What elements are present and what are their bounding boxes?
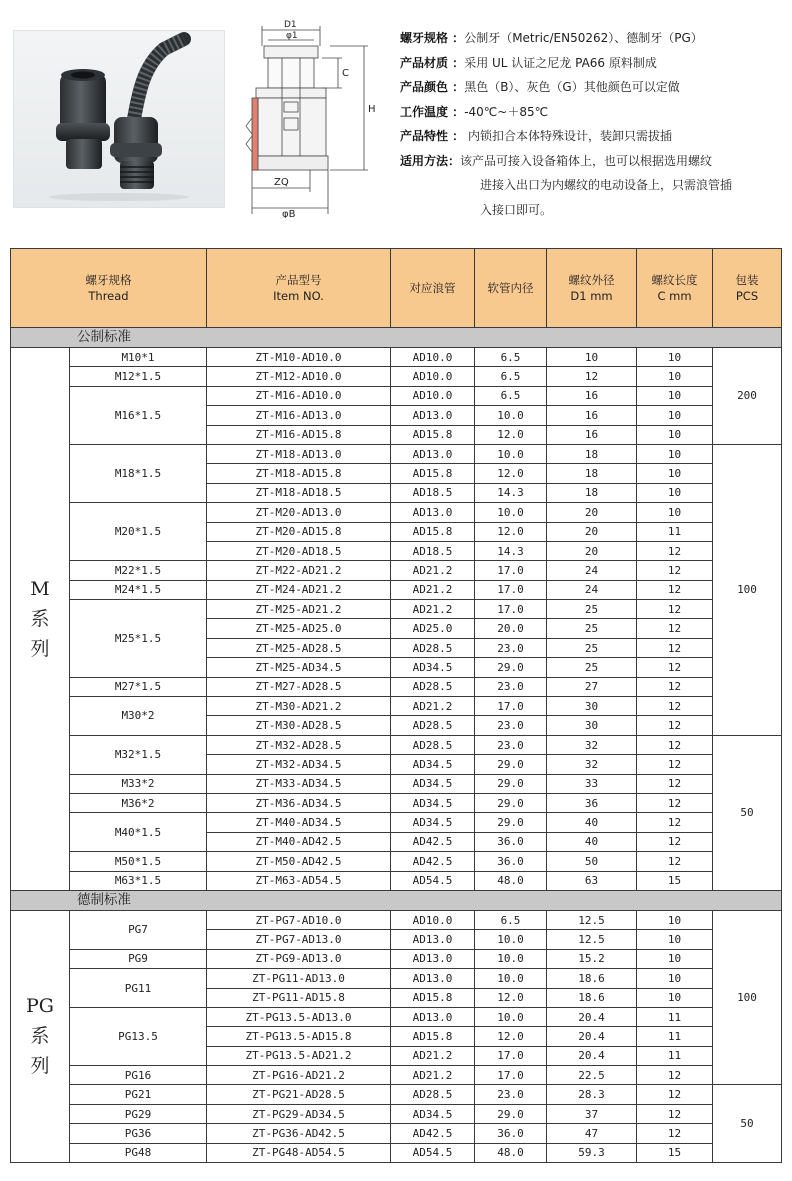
section-title-text: 公制标准 (77, 329, 131, 345)
series-label: M 系 列 (11, 348, 70, 891)
header-thread: 螺牙规格 Thread (11, 249, 207, 328)
conduit-cell: AD42.5 (391, 832, 475, 851)
thread-length-cell: 12 (637, 1104, 713, 1123)
spec-row: 螺牙规格 ：公制牙（Metric/EN50262）、德制牙（PG） (400, 31, 703, 45)
thread-length-cell: 15 (637, 871, 713, 890)
item-no-cell: ZT-M27-AD28.5 (207, 677, 391, 696)
thread-od-cell: 25 (547, 638, 637, 657)
thread-cell: M27*1.5 (70, 677, 207, 696)
conduit-cell: AD10.0 (391, 910, 475, 929)
pcs-cell: 50 (713, 1085, 782, 1163)
item-no-cell: ZT-M32-AD34.5 (207, 755, 391, 774)
series-label: PG 系 列 (11, 910, 70, 1162)
thread-length-cell: 12 (637, 1085, 713, 1104)
conduit-cell: AD18.5 (391, 541, 475, 560)
header-conduit: 对应浪管 (391, 249, 475, 328)
inner-diameter-cell: 36.0 (475, 852, 547, 871)
item-no-cell: ZT-M50-AD42.5 (207, 852, 391, 871)
thread-od-cell: 32 (547, 735, 637, 754)
thread-length-cell: 10 (637, 367, 713, 386)
inner-diameter-cell: 17.0 (475, 1066, 547, 1085)
thread-length-cell: 10 (637, 464, 713, 483)
thread-length-cell: 12 (637, 716, 713, 735)
inner-diameter-cell: 48.0 (475, 1143, 547, 1162)
inner-diameter-cell: 10.0 (475, 503, 547, 522)
thread-cell: PG48 (70, 1143, 207, 1162)
item-no-cell: ZT-M36-AD34.5 (207, 793, 391, 812)
thread-od-cell: 50 (547, 852, 637, 871)
table-row (11, 386, 782, 405)
inner-diameter-cell: 12.0 (475, 988, 547, 1007)
thread-od-cell: 27 (547, 677, 637, 696)
item-no-cell: ZT-M25-AD34.5 (207, 658, 391, 677)
pcs-cell: 100 (713, 444, 782, 735)
thread-cell: PG16 (70, 1066, 207, 1085)
conduit-cell: AD28.5 (391, 677, 475, 696)
thread-length-cell: 10 (637, 425, 713, 444)
table-header-row (11, 249, 782, 328)
dimension-drawing (238, 18, 393, 218)
conduit-cell: AD54.5 (391, 871, 475, 890)
thread-length-cell: 10 (637, 348, 713, 367)
conduit-cell: AD34.5 (391, 658, 475, 677)
section-title (11, 328, 782, 348)
spec-row-continued: 进接入出口为内螺纹的电动设备上，只需浪管插 (480, 178, 733, 192)
thread-length-cell: 10 (637, 969, 713, 988)
item-no-cell: ZT-PG7-AD13.0 (207, 930, 391, 949)
inner-diameter-cell: 12.0 (475, 1027, 547, 1046)
thread-od-cell: 20.4 (547, 1046, 637, 1065)
thread-cell: M25*1.5 (70, 600, 207, 678)
item-no-cell: ZT-PG11-AD13.0 (207, 969, 391, 988)
item-no-cell: ZT-PG16-AD21.2 (207, 1066, 391, 1085)
conduit-cell: AD13.0 (391, 930, 475, 949)
item-no-cell: ZT-PG21-AD28.5 (207, 1085, 391, 1104)
item-no-cell: ZT-M30-AD28.5 (207, 716, 391, 735)
thread-od-cell: 12.5 (547, 930, 637, 949)
conduit-cell: AD28.5 (391, 716, 475, 735)
table-row (11, 969, 782, 988)
item-no-cell: ZT-PG11-AD15.8 (207, 988, 391, 1007)
item-no-cell: ZT-M24-AD21.2 (207, 580, 391, 599)
label-d1: D1 (284, 20, 297, 30)
item-no-cell: ZT-M16-AD13.0 (207, 406, 391, 425)
table-body (11, 328, 782, 1163)
inner-diameter-cell: 29.0 (475, 755, 547, 774)
thread-length-cell: 12 (637, 755, 713, 774)
thread-od-cell: 16 (547, 406, 637, 425)
inner-diameter-cell: 12.0 (475, 464, 547, 483)
pcs-cell: 50 (713, 735, 782, 890)
thread-od-cell: 20.4 (547, 1007, 637, 1026)
thread-length-cell: 10 (637, 406, 713, 425)
inner-diameter-cell: 23.0 (475, 638, 547, 657)
thread-od-cell: 12 (547, 367, 637, 386)
section-title-text: 德制标准 (77, 891, 131, 908)
thread-od-cell: 18 (547, 444, 637, 463)
thread-length-cell: 10 (637, 483, 713, 502)
table-row (11, 949, 782, 968)
header-d1: 螺纹外径 D1 mm (547, 249, 637, 328)
item-no-cell: ZT-PG29-AD34.5 (207, 1104, 391, 1123)
thread-length-cell: 12 (637, 619, 713, 638)
table-row (11, 1143, 782, 1162)
spec-table (10, 248, 782, 1163)
thread-length-cell: 11 (637, 1046, 713, 1065)
item-no-cell: ZT-PG48-AD54.5 (207, 1143, 391, 1162)
item-no-cell: ZT-M18-AD13.0 (207, 444, 391, 463)
conduit-cell: AD54.5 (391, 1143, 475, 1162)
pcs-cell: 200 (713, 348, 782, 445)
thread-od-cell: 24 (547, 580, 637, 599)
thread-od-cell: 30 (547, 697, 637, 716)
conduit-cell: AD18.5 (391, 483, 475, 502)
table-row (11, 774, 782, 793)
thread-length-cell: 10 (637, 988, 713, 1007)
inner-diameter-cell: 29.0 (475, 1104, 547, 1123)
conduit-cell: AD10.0 (391, 367, 475, 386)
conduit-cell: AD28.5 (391, 638, 475, 657)
thread-cell: M20*1.5 (70, 503, 207, 561)
thread-length-cell: 12 (637, 1066, 713, 1085)
connector-left (56, 69, 110, 169)
label-phib: φB (282, 209, 296, 218)
thread-cell: M30*2 (70, 697, 207, 736)
header-item-no: 产品型号 Item NO. (207, 249, 391, 328)
item-no-cell: ZT-M20-AD13.0 (207, 503, 391, 522)
thread-od-cell: 20.4 (547, 1027, 637, 1046)
thread-od-cell: 18 (547, 464, 637, 483)
thread-length-cell: 12 (637, 832, 713, 851)
inner-diameter-cell: 12.0 (475, 425, 547, 444)
thread-length-cell: 11 (637, 1027, 713, 1046)
inner-diameter-cell: 10.0 (475, 1007, 547, 1026)
conduit-cell: AD10.0 (391, 348, 475, 367)
item-no-cell: ZT-M12-AD10.0 (207, 367, 391, 386)
inner-diameter-cell: 14.3 (475, 483, 547, 502)
thread-length-cell: 12 (637, 561, 713, 580)
label-c: C (342, 68, 349, 79)
thread-od-cell: 18 (547, 483, 637, 502)
item-no-cell: ZT-PG7-AD10.0 (207, 910, 391, 929)
thread-od-cell: 36 (547, 793, 637, 812)
inner-diameter-cell: 14.3 (475, 541, 547, 560)
inner-diameter-cell: 10.0 (475, 969, 547, 988)
thread-cell: M63*1.5 (70, 871, 207, 890)
conduit-cell: AD13.0 (391, 949, 475, 968)
spec-row-continued: 入接口即可。 (480, 202, 553, 217)
conduit-cell: AD42.5 (391, 852, 475, 871)
label-phi1: φ1 (286, 31, 298, 41)
thread-od-cell: 22.5 (547, 1066, 637, 1085)
inner-diameter-cell: 48.0 (475, 871, 547, 890)
item-no-cell: ZT-M30-AD21.2 (207, 697, 391, 716)
table-row (11, 793, 782, 812)
table-row (11, 444, 782, 463)
thread-length-cell: 10 (637, 386, 713, 405)
thread-length-cell: 12 (637, 813, 713, 832)
inner-diameter-cell: 6.5 (475, 386, 547, 405)
table-row (11, 348, 782, 367)
thread-cell: PG36 (70, 1124, 207, 1143)
table-row (11, 561, 782, 580)
thread-od-cell: 20 (547, 522, 637, 541)
table-row (11, 1085, 782, 1104)
inner-diameter-cell: 17.0 (475, 580, 547, 599)
spec-list (400, 26, 790, 222)
product-photo (13, 30, 225, 208)
inner-diameter-cell: 20.0 (475, 619, 547, 638)
table-row (11, 367, 782, 386)
conduit-cell: AD34.5 (391, 755, 475, 774)
thread-od-cell: 47 (547, 1124, 637, 1143)
item-no-cell: ZT-M40-AD34.5 (207, 813, 391, 832)
item-no-cell: ZT-M18-AD18.5 (207, 483, 391, 502)
inner-diameter-cell: 29.0 (475, 813, 547, 832)
section-header-row (11, 328, 782, 348)
thread-length-cell: 12 (637, 774, 713, 793)
thread-length-cell: 10 (637, 444, 713, 463)
thread-cell: M22*1.5 (70, 561, 207, 580)
table-row (11, 813, 782, 832)
header-c: 螺纹长度 C mm (637, 249, 713, 328)
label-zq: ZQ (274, 177, 289, 188)
table-row (11, 600, 782, 619)
item-no-cell: ZT-M16-AD10.0 (207, 386, 391, 405)
inner-diameter-cell: 6.5 (475, 367, 547, 386)
table-row (11, 503, 782, 522)
thread-cell: M36*2 (70, 793, 207, 812)
thread-od-cell: 59.3 (547, 1143, 637, 1162)
thread-length-cell: 12 (637, 735, 713, 754)
inner-diameter-cell: 17.0 (475, 600, 547, 619)
item-no-cell: ZT-M20-AD18.5 (207, 541, 391, 560)
conduit-cell: AD34.5 (391, 813, 475, 832)
inner-diameter-cell: 23.0 (475, 735, 547, 754)
inner-diameter-cell: 10.0 (475, 949, 547, 968)
inner-diameter-cell: 23.0 (475, 1085, 547, 1104)
conduit-cell: AD10.0 (391, 386, 475, 405)
header-inner-diameter: 软管内径 (475, 249, 547, 328)
thread-cell: M40*1.5 (70, 813, 207, 852)
spec-row: 产品颜色 ：黑色（B）、灰色（G）其他颜色可以定做 (400, 80, 680, 94)
table-row (11, 852, 782, 871)
inner-diameter-cell: 23.0 (475, 716, 547, 735)
thread-length-cell: 12 (637, 658, 713, 677)
thread-od-cell: 25 (547, 600, 637, 619)
item-no-cell: ZT-M10-AD10.0 (207, 348, 391, 367)
thread-length-cell: 12 (637, 541, 713, 560)
pcs-cell: 100 (713, 910, 782, 1085)
conduit-cell: AD34.5 (391, 793, 475, 812)
item-no-cell: ZT-M63-AD54.5 (207, 871, 391, 890)
table-row (11, 910, 782, 929)
inner-diameter-cell: 17.0 (475, 697, 547, 716)
inner-diameter-cell: 29.0 (475, 774, 547, 793)
conduit-cell: AD21.2 (391, 1046, 475, 1065)
inner-diameter-cell: 36.0 (475, 832, 547, 851)
item-no-cell: ZT-M25-AD28.5 (207, 638, 391, 657)
item-no-cell: ZT-M18-AD15.8 (207, 464, 391, 483)
thread-od-cell: 15.2 (547, 949, 637, 968)
spec-row: 产品材质 ：采用 UL 认证之尼龙 PA66 原料制成 (400, 55, 657, 70)
inner-diameter-cell: 12.0 (475, 522, 547, 541)
connector-illustration (14, 31, 224, 207)
thread-od-cell: 18.6 (547, 988, 637, 1007)
inner-diameter-cell: 29.0 (475, 793, 547, 812)
thread-od-cell: 12.5 (547, 910, 637, 929)
inner-diameter-cell: 10.0 (475, 406, 547, 425)
corrugated-tube (134, 39, 184, 119)
thread-od-cell: 24 (547, 561, 637, 580)
thread-od-cell: 28.3 (547, 1085, 637, 1104)
inner-diameter-cell: 6.5 (475, 348, 547, 367)
thread-length-cell: 12 (637, 677, 713, 696)
table-row (11, 1104, 782, 1123)
table-row (11, 580, 782, 599)
thread-od-cell: 16 (547, 425, 637, 444)
table-row (11, 735, 782, 754)
thread-od-cell: 18.6 (547, 969, 637, 988)
thread-length-cell: 11 (637, 1007, 713, 1026)
thread-od-cell: 25 (547, 619, 637, 638)
conduit-cell: AD21.2 (391, 561, 475, 580)
inner-diameter-cell: 17.0 (475, 1046, 547, 1065)
thread-length-cell: 12 (637, 638, 713, 657)
item-no-cell: ZT-PG9-AD13.0 (207, 949, 391, 968)
conduit-cell: AD13.0 (391, 444, 475, 463)
table-row (11, 1007, 782, 1026)
header-pcs: 包装 PCS (713, 249, 782, 328)
conduit-cell: AD21.2 (391, 600, 475, 619)
conduit-cell: AD15.8 (391, 522, 475, 541)
thread-length-cell: 12 (637, 1124, 713, 1143)
thread-od-cell: 40 (547, 832, 637, 851)
item-no-cell: ZT-M22-AD21.2 (207, 561, 391, 580)
spec-row: 适用方法：该产品可接入设备箱体上，也可以根据选用螺纹 (400, 153, 713, 168)
spec-row: 产品特性 ： 内锁扣合本体特殊设计，装卸只需拔插 (400, 129, 673, 143)
thread-cell: M18*1.5 (70, 444, 207, 502)
item-no-cell: ZT-M20-AD15.8 (207, 522, 391, 541)
thread-length-cell: 10 (637, 910, 713, 929)
conduit-cell: AD15.8 (391, 988, 475, 1007)
table-row (11, 1066, 782, 1085)
thread-cell: M33*2 (70, 774, 207, 793)
conduit-cell: AD21.2 (391, 580, 475, 599)
conduit-cell: AD21.2 (391, 697, 475, 716)
thread-cell: PG7 (70, 910, 207, 949)
conduit-cell: AD42.5 (391, 1124, 475, 1143)
thread-od-cell: 37 (547, 1104, 637, 1123)
item-no-cell: ZT-M25-AD25.0 (207, 619, 391, 638)
thread-cell: PG9 (70, 949, 207, 968)
conduit-cell: AD13.0 (391, 503, 475, 522)
conduit-cell: AD21.2 (391, 1066, 475, 1085)
table-row (11, 1124, 782, 1143)
item-no-cell: ZT-PG13.5-AD15.8 (207, 1027, 391, 1046)
item-no-cell: ZT-PG13.5-AD13.0 (207, 1007, 391, 1026)
inner-diameter-cell: 23.0 (475, 677, 547, 696)
thread-od-cell: 10 (547, 348, 637, 367)
item-no-cell: ZT-M32-AD28.5 (207, 735, 391, 754)
item-no-cell: ZT-M16-AD15.8 (207, 425, 391, 444)
conduit-cell: AD13.0 (391, 969, 475, 988)
thread-length-cell: 15 (637, 1143, 713, 1162)
conduit-cell: AD34.5 (391, 774, 475, 793)
item-no-cell: ZT-M40-AD42.5 (207, 832, 391, 851)
conduit-cell: AD28.5 (391, 1085, 475, 1104)
conduit-cell: AD13.0 (391, 406, 475, 425)
conduit-cell: AD15.8 (391, 1027, 475, 1046)
thread-od-cell: 32 (547, 755, 637, 774)
thread-od-cell: 33 (547, 774, 637, 793)
thread-cell: M24*1.5 (70, 580, 207, 599)
table-row (11, 697, 782, 716)
thread-od-cell: 20 (547, 503, 637, 522)
thread-cell: PG29 (70, 1104, 207, 1123)
thread-length-cell: 10 (637, 949, 713, 968)
inner-diameter-cell: 36.0 (475, 1124, 547, 1143)
spec-row: 工作温度 ：-40℃~＋85℃ (400, 104, 549, 119)
thread-cell: PG13.5 (70, 1007, 207, 1065)
item-no-cell: ZT-M33-AD34.5 (207, 774, 391, 793)
table-row (11, 677, 782, 696)
inner-diameter-cell: 6.5 (475, 910, 547, 929)
thread-length-cell: 12 (637, 580, 713, 599)
conduit-cell: AD34.5 (391, 1104, 475, 1123)
thread-cell: M10*1 (70, 348, 207, 367)
thread-od-cell: 16 (547, 386, 637, 405)
thread-length-cell: 12 (637, 600, 713, 619)
conduit-cell: AD15.8 (391, 464, 475, 483)
thread-od-cell: 25 (547, 658, 637, 677)
thread-length-cell: 11 (637, 522, 713, 541)
thread-cell: PG21 (70, 1085, 207, 1104)
thread-od-cell: 40 (547, 813, 637, 832)
thread-cell: PG11 (70, 969, 207, 1008)
conduit-cell: AD28.5 (391, 735, 475, 754)
thread-cell: M16*1.5 (70, 386, 207, 444)
inner-diameter-cell: 10.0 (475, 444, 547, 463)
thread-cell: M50*1.5 (70, 852, 207, 871)
thread-length-cell: 12 (637, 793, 713, 812)
thread-length-cell: 12 (637, 852, 713, 871)
thread-od-cell: 30 (547, 716, 637, 735)
thread-length-cell: 12 (637, 697, 713, 716)
item-no-cell: ZT-M25-AD21.2 (207, 600, 391, 619)
section-header-row (11, 890, 782, 910)
conduit-cell: AD13.0 (391, 1007, 475, 1026)
thread-cell: M12*1.5 (70, 367, 207, 386)
thread-od-cell: 63 (547, 871, 637, 890)
item-no-cell: ZT-PG36-AD42.5 (207, 1124, 391, 1143)
inner-diameter-cell: 17.0 (475, 561, 547, 580)
connector-right (110, 117, 162, 189)
inner-diameter-cell: 10.0 (475, 930, 547, 949)
table-row (11, 871, 782, 890)
section-title (11, 890, 782, 910)
inner-diameter-cell: 29.0 (475, 658, 547, 677)
thread-od-cell: 20 (547, 541, 637, 560)
thread-length-cell: 10 (637, 503, 713, 522)
item-no-cell: ZT-PG13.5-AD21.2 (207, 1046, 391, 1065)
thread-cell: M32*1.5 (70, 735, 207, 774)
conduit-cell: AD15.8 (391, 425, 475, 444)
thread-length-cell: 10 (637, 930, 713, 949)
label-h: H (368, 104, 376, 115)
conduit-cell: AD25.0 (391, 619, 475, 638)
